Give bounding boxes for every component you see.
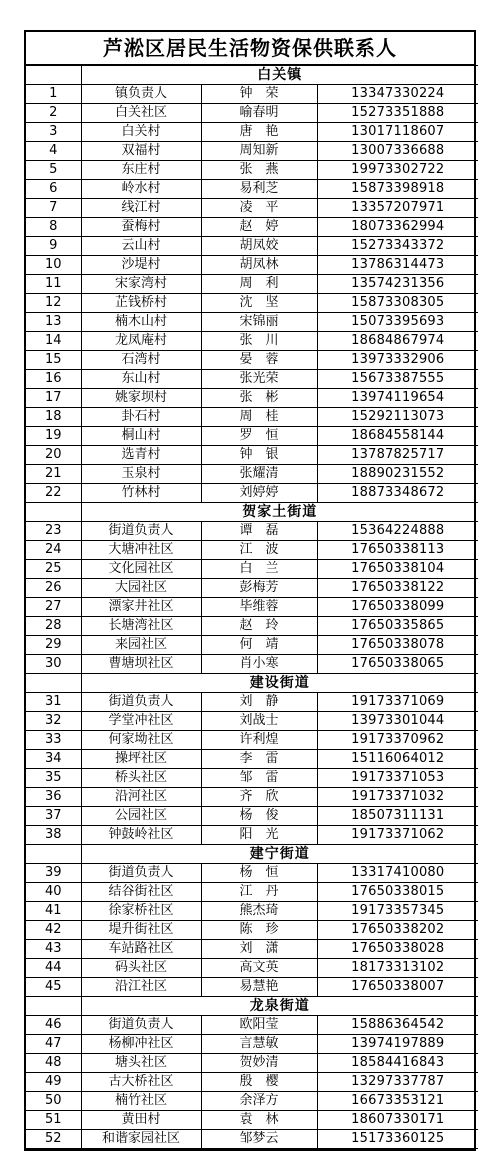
phone-number: 13973332906 xyxy=(317,351,478,370)
unit-name: 桐山村 xyxy=(81,427,201,446)
phone-number: 18684558144 xyxy=(317,427,478,446)
table-row xyxy=(26,427,478,446)
contact-name: 周知新 xyxy=(201,142,317,161)
table-row xyxy=(26,275,478,294)
row-number: 5 xyxy=(26,161,81,180)
unit-name: 黄田村 xyxy=(81,1111,201,1130)
phone-number: 19173371053 xyxy=(317,769,478,788)
table-row xyxy=(26,408,478,427)
phone-number: 17650338065 xyxy=(317,655,478,674)
row-number: 27 xyxy=(26,598,81,617)
table-row xyxy=(26,199,478,218)
contact-sheet xyxy=(24,30,476,1151)
contact-name: 殷 樱 xyxy=(201,1073,317,1092)
contact-name: 毕维蓉 xyxy=(201,598,317,617)
unit-name: 曹塘坝社区 xyxy=(81,655,201,674)
unit-name: 街道负责人 xyxy=(81,693,201,712)
contact-name: 易利芝 xyxy=(201,180,317,199)
contact-name: 凌 平 xyxy=(201,199,317,218)
row-number: 41 xyxy=(26,902,81,921)
section-spacer-cell xyxy=(26,66,81,85)
phone-number: 17650338028 xyxy=(317,940,478,959)
unit-name: 东庄村 xyxy=(81,161,201,180)
unit-name: 漂家井社区 xyxy=(81,598,201,617)
unit-name: 大塘冲社区 xyxy=(81,541,201,560)
row-number: 3 xyxy=(26,123,81,142)
row-number: 20 xyxy=(26,446,81,465)
unit-name: 古大桥社区 xyxy=(81,1073,201,1092)
contact-name: 余泽方 xyxy=(201,1092,317,1111)
row-number: 40 xyxy=(26,883,81,902)
phone-number: 18507311131 xyxy=(317,807,478,826)
contact-name: 白 兰 xyxy=(201,560,317,579)
phone-number: 16673353121 xyxy=(317,1092,478,1111)
phone-number: 15116064012 xyxy=(317,750,478,769)
row-number: 11 xyxy=(26,275,81,294)
unit-name: 操坪社区 xyxy=(81,750,201,769)
phone-number: 13574231356 xyxy=(317,275,478,294)
row-number: 44 xyxy=(26,959,81,978)
row-number: 15 xyxy=(26,351,81,370)
phone-number: 17650338122 xyxy=(317,579,478,598)
row-number: 28 xyxy=(26,617,81,636)
row-number: 30 xyxy=(26,655,81,674)
row-number: 6 xyxy=(26,180,81,199)
section-title: 建宁街道 xyxy=(81,845,478,864)
phone-number: 17650335865 xyxy=(317,617,478,636)
contact-name: 李 雷 xyxy=(201,750,317,769)
phone-number: 15073395693 xyxy=(317,313,478,332)
unit-name: 镇负责人 xyxy=(81,85,201,104)
contact-name: 邹 雷 xyxy=(201,769,317,788)
contact-name: 肖小寒 xyxy=(201,655,317,674)
row-number: 31 xyxy=(26,693,81,712)
phone-number: 13974119654 xyxy=(317,389,478,408)
unit-name: 楠木山村 xyxy=(81,313,201,332)
contact-name: 熊杰琦 xyxy=(201,902,317,921)
contact-name: 刘战士 xyxy=(201,712,317,731)
table-row xyxy=(26,693,478,712)
table-row xyxy=(26,864,478,883)
row-number: 43 xyxy=(26,940,81,959)
table-row xyxy=(26,978,478,997)
table-row xyxy=(26,161,478,180)
row-number: 1 xyxy=(26,85,81,104)
section-header-row xyxy=(26,503,478,522)
table-row xyxy=(26,332,478,351)
table-row xyxy=(26,446,478,465)
table-row xyxy=(26,123,478,142)
table-row xyxy=(26,902,478,921)
contact-name: 谭 磊 xyxy=(201,522,317,541)
row-number: 23 xyxy=(26,522,81,541)
phone-number: 18173313102 xyxy=(317,959,478,978)
row-number: 17 xyxy=(26,389,81,408)
row-number: 51 xyxy=(26,1111,81,1130)
contact-name: 晏 蓉 xyxy=(201,351,317,370)
phone-number: 13973301044 xyxy=(317,712,478,731)
row-number: 24 xyxy=(26,541,81,560)
unit-name: 白关社区 xyxy=(81,104,201,123)
row-number: 12 xyxy=(26,294,81,313)
contact-name: 周 利 xyxy=(201,275,317,294)
table-row xyxy=(26,636,478,655)
phone-number: 13786314473 xyxy=(317,256,478,275)
table-row xyxy=(26,1016,478,1035)
table-row xyxy=(26,370,478,389)
contact-name: 袁 林 xyxy=(201,1111,317,1130)
table-row xyxy=(26,712,478,731)
unit-name: 沙堤村 xyxy=(81,256,201,275)
section-title: 贺家土街道 xyxy=(81,503,478,522)
unit-name: 东山村 xyxy=(81,370,201,389)
table-row xyxy=(26,617,478,636)
unit-name: 钟鼓岭社区 xyxy=(81,826,201,845)
unit-name: 街道负责人 xyxy=(81,864,201,883)
table-row xyxy=(26,940,478,959)
row-number: 9 xyxy=(26,237,81,256)
row-number: 4 xyxy=(26,142,81,161)
row-number: 18 xyxy=(26,408,81,427)
unit-name: 卦石村 xyxy=(81,408,201,427)
table-row xyxy=(26,1092,478,1111)
contact-name: 齐 欣 xyxy=(201,788,317,807)
section-header-row xyxy=(26,674,478,693)
table-row xyxy=(26,598,478,617)
row-number: 35 xyxy=(26,769,81,788)
contact-name: 喻春明 xyxy=(201,104,317,123)
phone-number: 15873398918 xyxy=(317,180,478,199)
unit-name: 公园社区 xyxy=(81,807,201,826)
row-number: 8 xyxy=(26,218,81,237)
unit-name: 竹林村 xyxy=(81,484,201,503)
table-row xyxy=(26,883,478,902)
phone-number: 13297337787 xyxy=(317,1073,478,1092)
table-row xyxy=(26,465,478,484)
row-number: 29 xyxy=(26,636,81,655)
unit-name: 街道负责人 xyxy=(81,522,201,541)
unit-name: 石湾村 xyxy=(81,351,201,370)
contact-name: 许利煌 xyxy=(201,731,317,750)
unit-name: 龙凤庵村 xyxy=(81,332,201,351)
contact-name: 罗 恒 xyxy=(201,427,317,446)
unit-name: 大园社区 xyxy=(81,579,201,598)
phone-number: 17650338007 xyxy=(317,978,478,997)
contact-name: 张光荣 xyxy=(201,370,317,389)
unit-name: 玉泉村 xyxy=(81,465,201,484)
contact-name: 阳 光 xyxy=(201,826,317,845)
contact-name: 刘 潇 xyxy=(201,940,317,959)
contact-name: 彭梅芳 xyxy=(201,579,317,598)
phone-number: 15673387555 xyxy=(317,370,478,389)
section-spacer-cell xyxy=(26,997,81,1016)
unit-name: 线江村 xyxy=(81,199,201,218)
phone-number: 19173371069 xyxy=(317,693,478,712)
unit-name: 白关村 xyxy=(81,123,201,142)
row-number: 14 xyxy=(26,332,81,351)
phone-number: 13017118607 xyxy=(317,123,478,142)
contact-name: 何 靖 xyxy=(201,636,317,655)
row-number: 49 xyxy=(26,1073,81,1092)
table-row xyxy=(26,85,478,104)
contact-name: 高文英 xyxy=(201,959,317,978)
contact-name: 张耀清 xyxy=(201,465,317,484)
table-row xyxy=(26,826,478,845)
phone-number: 18890231552 xyxy=(317,465,478,484)
row-number: 42 xyxy=(26,921,81,940)
phone-number: 19173370962 xyxy=(317,731,478,750)
table-row xyxy=(26,389,478,408)
row-number: 38 xyxy=(26,826,81,845)
table-row xyxy=(26,1035,478,1054)
table-row xyxy=(26,142,478,161)
unit-name: 桥头社区 xyxy=(81,769,201,788)
contact-name: 杨 恒 xyxy=(201,864,317,883)
row-number: 48 xyxy=(26,1054,81,1073)
contact-name: 唐 艳 xyxy=(201,123,317,142)
table-row xyxy=(26,579,478,598)
section-header-row xyxy=(26,997,478,1016)
phone-number: 17650338078 xyxy=(317,636,478,655)
row-number: 10 xyxy=(26,256,81,275)
table-row xyxy=(26,655,478,674)
contact-name: 宋锦丽 xyxy=(201,313,317,332)
row-number: 45 xyxy=(26,978,81,997)
table-row xyxy=(26,1111,478,1130)
row-number: 13 xyxy=(26,313,81,332)
table-row xyxy=(26,294,478,313)
phone-number: 15173360125 xyxy=(317,1130,478,1149)
contact-name: 贺妙清 xyxy=(201,1054,317,1073)
contact-name: 杨 俊 xyxy=(201,807,317,826)
phone-number: 13357207971 xyxy=(317,199,478,218)
unit-name: 结谷街社区 xyxy=(81,883,201,902)
phone-number: 17650338104 xyxy=(317,560,478,579)
table-row xyxy=(26,959,478,978)
table-row xyxy=(26,522,478,541)
contact-name: 刘 静 xyxy=(201,693,317,712)
phone-number: 18684867974 xyxy=(317,332,478,351)
unit-name: 岭水村 xyxy=(81,180,201,199)
row-number: 52 xyxy=(26,1130,81,1149)
phone-number: 17650338113 xyxy=(317,541,478,560)
phone-number: 15273351888 xyxy=(317,104,478,123)
contact-name: 陈 珍 xyxy=(201,921,317,940)
contact-name: 周 桂 xyxy=(201,408,317,427)
unit-name: 沿河社区 xyxy=(81,788,201,807)
unit-name: 车站路社区 xyxy=(81,940,201,959)
unit-name: 云山村 xyxy=(81,237,201,256)
unit-name: 沿江社区 xyxy=(81,978,201,997)
unit-name: 塘头社区 xyxy=(81,1054,201,1073)
unit-name: 学堂冲社区 xyxy=(81,712,201,731)
contact-name: 赵 玲 xyxy=(201,617,317,636)
unit-name: 楠竹社区 xyxy=(81,1092,201,1111)
phone-number: 13317410080 xyxy=(317,864,478,883)
contact-name: 钟 银 xyxy=(201,446,317,465)
unit-name: 姚家坝村 xyxy=(81,389,201,408)
row-number: 33 xyxy=(26,731,81,750)
table-row xyxy=(26,788,478,807)
contact-name: 张 彬 xyxy=(201,389,317,408)
contact-name: 江 丹 xyxy=(201,883,317,902)
unit-name: 来园社区 xyxy=(81,636,201,655)
section-title: 建设街道 xyxy=(81,674,478,693)
section-spacer-cell xyxy=(26,503,81,522)
phone-number: 19173371032 xyxy=(317,788,478,807)
phone-number: 13974197889 xyxy=(317,1035,478,1054)
contact-name: 胡凤姣 xyxy=(201,237,317,256)
table-row xyxy=(26,104,478,123)
phone-number: 18607330171 xyxy=(317,1111,478,1130)
table-row xyxy=(26,237,478,256)
contact-name: 江 波 xyxy=(201,541,317,560)
contact-name: 胡凤林 xyxy=(201,256,317,275)
row-number: 16 xyxy=(26,370,81,389)
table-row xyxy=(26,218,478,237)
unit-name: 堤升街社区 xyxy=(81,921,201,940)
section-spacer-cell xyxy=(26,845,81,864)
phone-number: 15873308305 xyxy=(317,294,478,313)
section-header-row xyxy=(26,845,478,864)
section-header-row xyxy=(26,66,478,85)
row-number: 39 xyxy=(26,864,81,883)
row-number: 7 xyxy=(26,199,81,218)
table-row xyxy=(26,541,478,560)
phone-number: 15292113073 xyxy=(317,408,478,427)
contact-name: 言慧敏 xyxy=(201,1035,317,1054)
row-number: 2 xyxy=(26,104,81,123)
unit-name: 街道负责人 xyxy=(81,1016,201,1035)
contact-name: 张 川 xyxy=(201,332,317,351)
table-row xyxy=(26,313,478,332)
phone-number: 15886364542 xyxy=(317,1016,478,1035)
contact-name: 易慧艳 xyxy=(201,978,317,997)
table-row xyxy=(26,351,478,370)
table-row xyxy=(26,560,478,579)
contact-name: 刘婷婷 xyxy=(201,484,317,503)
contact-name: 赵 婷 xyxy=(201,218,317,237)
row-number: 19 xyxy=(26,427,81,446)
table-row xyxy=(26,731,478,750)
contact-name: 沈 坚 xyxy=(201,294,317,313)
section-title: 龙泉街道 xyxy=(81,997,478,1016)
phone-number: 19973302722 xyxy=(317,161,478,180)
row-number: 21 xyxy=(26,465,81,484)
unit-name: 蚕梅村 xyxy=(81,218,201,237)
row-number: 50 xyxy=(26,1092,81,1111)
table-row xyxy=(26,769,478,788)
unit-name: 徐家桥社区 xyxy=(81,902,201,921)
phone-number: 13007336688 xyxy=(317,142,478,161)
contact-name: 邹梦云 xyxy=(201,1130,317,1149)
unit-name: 选青村 xyxy=(81,446,201,465)
unit-name: 芷钱桥村 xyxy=(81,294,201,313)
table-row xyxy=(26,484,478,503)
phone-number: 13787825717 xyxy=(317,446,478,465)
phone-number: 15273343372 xyxy=(317,237,478,256)
table-row xyxy=(26,750,478,769)
document-title: 芦淞区居民生活物资保供联系人 xyxy=(26,32,474,65)
phone-number: 18073362994 xyxy=(317,218,478,237)
phone-number: 17650338015 xyxy=(317,883,478,902)
unit-name: 长塘湾社区 xyxy=(81,617,201,636)
contact-name: 欧阳莹 xyxy=(201,1016,317,1035)
phone-number: 18584416843 xyxy=(317,1054,478,1073)
table-row xyxy=(26,1073,478,1092)
table-row xyxy=(26,180,478,199)
phone-number: 19173357345 xyxy=(317,902,478,921)
row-number: 26 xyxy=(26,579,81,598)
phone-number: 13347330224 xyxy=(317,85,478,104)
unit-name: 和谐家园社区 xyxy=(81,1130,201,1149)
contact-table xyxy=(26,65,478,1149)
table-row xyxy=(26,921,478,940)
unit-name: 码头社区 xyxy=(81,959,201,978)
row-number: 25 xyxy=(26,560,81,579)
section-spacer-cell xyxy=(26,674,81,693)
phone-number: 15364224888 xyxy=(317,522,478,541)
unit-name: 宋家湾村 xyxy=(81,275,201,294)
table-row xyxy=(26,256,478,275)
phone-number: 18873348672 xyxy=(317,484,478,503)
unit-name: 文化园社区 xyxy=(81,560,201,579)
phone-number: 17650338202 xyxy=(317,921,478,940)
row-number: 34 xyxy=(26,750,81,769)
section-title: 白关镇 xyxy=(81,66,478,85)
table-row xyxy=(26,807,478,826)
phone-number: 17650338099 xyxy=(317,598,478,617)
phone-number: 19173371062 xyxy=(317,826,478,845)
row-number: 36 xyxy=(26,788,81,807)
row-number: 37 xyxy=(26,807,81,826)
row-number: 22 xyxy=(26,484,81,503)
row-number: 32 xyxy=(26,712,81,731)
row-number: 46 xyxy=(26,1016,81,1035)
contact-name: 张 燕 xyxy=(201,161,317,180)
table-row xyxy=(26,1054,478,1073)
unit-name: 何家坳社区 xyxy=(81,731,201,750)
unit-name: 双福村 xyxy=(81,142,201,161)
row-number: 47 xyxy=(26,1035,81,1054)
contact-name: 钟 荣 xyxy=(201,85,317,104)
unit-name: 杨柳冲社区 xyxy=(81,1035,201,1054)
